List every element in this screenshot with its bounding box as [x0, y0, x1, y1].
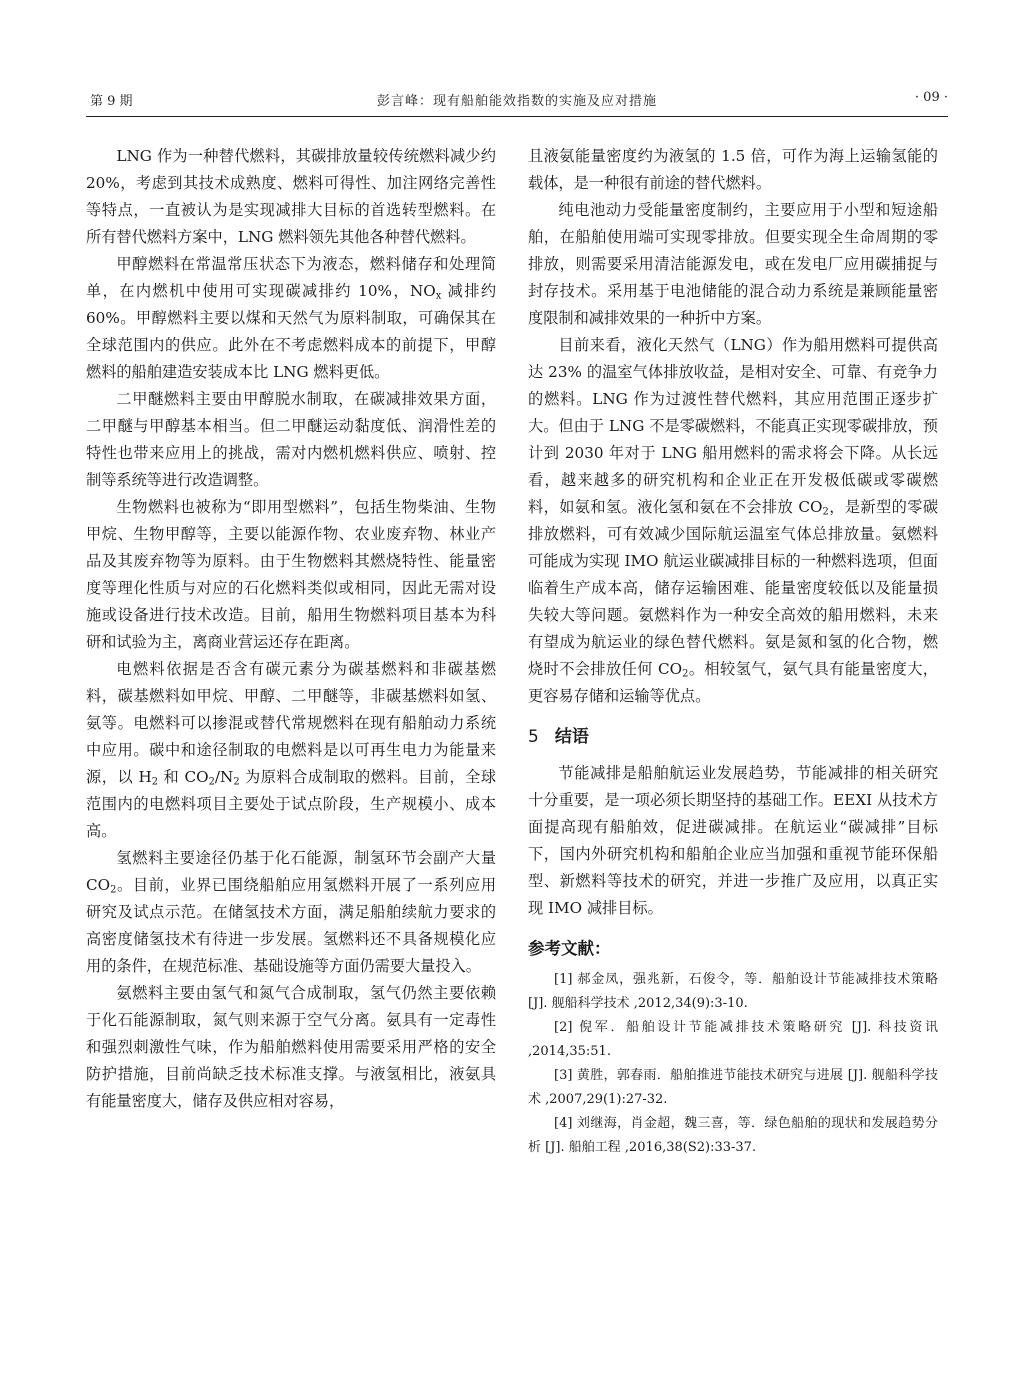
running-title: 彭言峰：现有船舶能效指数的实施及应对措施	[376, 94, 657, 109]
paragraph-ammonia: 氨燃料主要由氢气和氮气合成制取，氢气仍然主要依赖于化石能源制取，氮气则来源于空气分离。氨具有一定毒性和强烈刺激性气味，作为船舶燃料使用需要采用严格的安全防护措施，目前尚缺乏技术标准支撑。与液氢相比，液氨具有能量密度大，储存及供应相对容易，	[86, 984, 496, 1110]
paragraph-outlook: 目前来看，液化天然气（LNG）作为船用燃料可提供高达 23% 的温室气体排放收益，是相对安全、可靠、有竞争力的燃料。LNG 作为过渡性替代燃料，其应用范围正逐步扩大。但由于 LNG 不是零碳燃料，不能真正实现零碳排放，预计到 2030 年对于 LNG 船用燃料的需求将会下降。从长远看，越来越多的研究机构和企业正在开发极低碳或零碳燃料，如氨和氢。液化氢和氨在不会排放 $CO_2$，是新型的零碳排放燃料，可有效减少国际航运温室气体总排放量。氨燃料可能成为实现 IMO 航运业碳减排目标的一种燃料选项，但面临着生产成本高，储存运输困难、能量密度较低以及能量损失较大等问题。氨燃料作为一种安全高效的船用燃料，未来有望成为航运业的绿色替代燃料。氨是氮和氢的化合物，燃烧时不会排放任何 $CO_2$。相较氢气，氨气具有能量密度大，更容易存储和运输等优点。	[528, 336, 939, 705]
running-header	[86, 90, 948, 110]
left-column	[86, 143, 496, 1115]
header-rule	[86, 116, 948, 117]
reference-item: [1] 郝金凤，强兆新，石俊令，等．船舶设计节能减排技术策略 [J]. 舰船科学技术 ,2012,34(9):3-10.	[528, 972, 938, 1011]
paragraph-ammonia-cont: 且液氨能量密度约为液氢的 1.5 倍，可作为海上运输氢能的载体，是一种很有前途的替代燃料。	[528, 147, 938, 192]
paragraph-battery: 纯电池动力受能量密度制约，主要应用于小型和短途船舶，在船舶使用端可实现零排放。但要实现全生命周期的零排放，则需要采用清洁能源发电，或在发电厂应用碳捕捉与封存技术。采用基于电池储能的混合动力系统是兼顾能量密度限制和减排效果的一种折中方案。	[528, 201, 938, 327]
reference-item: [2] 倪军．船舶设计节能减排技术策略研究 [J]. 科技资讯 ,2014,35:51.	[528, 1020, 938, 1059]
paragraph-hydrogen: 氢燃料主要途径仍基于化石能源，制氢环节会副产大量 $CO_2$。目前，业界已围绕船舶应用氢燃料开展了一系列应用研究及试点示范。在储氢技术方面，满足船舶续航力要求的高密度储氢技术有待进一步发展。氢燃料还不具备规模化应用的条件，在规范标准、基础设施等方面仍需要大量投入。	[86, 849, 496, 975]
section-number: 5	[528, 727, 539, 747]
paragraph-biofuel: 生物燃料也被称为“即用型燃料”，包括生物柴油、生物甲烷、生物甲醇等，主要以能源作物、农业废弃物、林业产品及其废弃物等为原料。由于生物燃料其燃烧特性、能量密度等理化性质与对应的石化燃料类似或相同，因此无需对设施或设备进行技术改造。目前，船用生物燃料项目基本为科研和试验为主，离商业营运还存在距离。	[86, 498, 496, 651]
issue-number: 第 9 期	[90, 94, 133, 109]
reference-item: [3] 黄胜，郭春雨．船舶推进节能技术研究与进展 [J]. 舰船科学技术 ,2007,29(1):27-32.	[528, 1068, 938, 1107]
page-number: · 09 ·	[914, 90, 948, 105]
paragraph-efuel: 电燃料依据是否含有碳元素分为碳基燃料和非碳基燃料，碳基燃料如甲烷、甲醇、二甲醚等，非碳基燃料如氢、氨等。电燃料可以掺混或替代常规燃料在现有船舶动力系统中应用。碳中和途径制取的电燃料是以可再生电力为能量来源，以 $H_2$ 和 $CO_2/N_2$ 为原料合成制取的燃料。目前，全球范围内的电燃料项目主要处于试点阶段，生产规模小、成本高。	[86, 660, 497, 840]
reference-item: [4] 刘继海，肖金超，魏三喜，等．绿色船舶的现状和发展趋势分析 [J]. 船舶工程 ,2016,38(S2):33-37.	[528, 1116, 938, 1155]
section-heading-conclusion	[528, 724, 938, 750]
references-heading: 参考文献：	[528, 939, 611, 958]
paragraph-lng: LNG 作为一种替代燃料，其碳排放量较传统燃料减少约 20%，考虑到其技术成熟度、燃料可得性、加注网络完善性等特点，一直被认为是实现减排大目标的首选转型燃料。在所有替代燃料方案中，LNG 燃料领先其他各种替代燃料。	[86, 147, 496, 246]
paragraph-methanol: 甲醇燃料在常温常压状态下为液态，燃料储存和处理简单，在内燃机中使用可实现碳减排约 10%，$NO_x$ 减排约 60%。甲醇燃料主要以煤和天然气为原料制取，可确保其在全球范围内的供应。此外在不考虑燃料成本的前提下，甲醇燃料的船舶建造安装成本比 LNG 燃料更低。	[86, 255, 497, 381]
section-title: 结语	[554, 727, 589, 747]
paragraph-dme: 二甲醚燃料主要由甲醇脱水制取，在碳减排效果方面，二甲醚与甲醇基本相当。但二甲醚运动黏度低、润滑性差的特性也带来应用上的挑战，需对内燃机燃料供应、喷射、控制等系统等进行改造调整。	[86, 390, 496, 489]
right-column	[528, 143, 938, 1160]
paragraph-conclusion: 节能减排是船舶航运业发展趋势，节能减排的相关研究十分重要，是一项必须长期坚持的基础工作。EEXI 从技术方面提高现有船舶效，促进碳减排。在航运业“碳减排”目标下，国内外研究机构和船舶企业应当加强和重视节能环保船型、新燃料等技术的研究，并进一步推广及应用，以真正实现 IMO 减排目标。	[528, 764, 938, 917]
